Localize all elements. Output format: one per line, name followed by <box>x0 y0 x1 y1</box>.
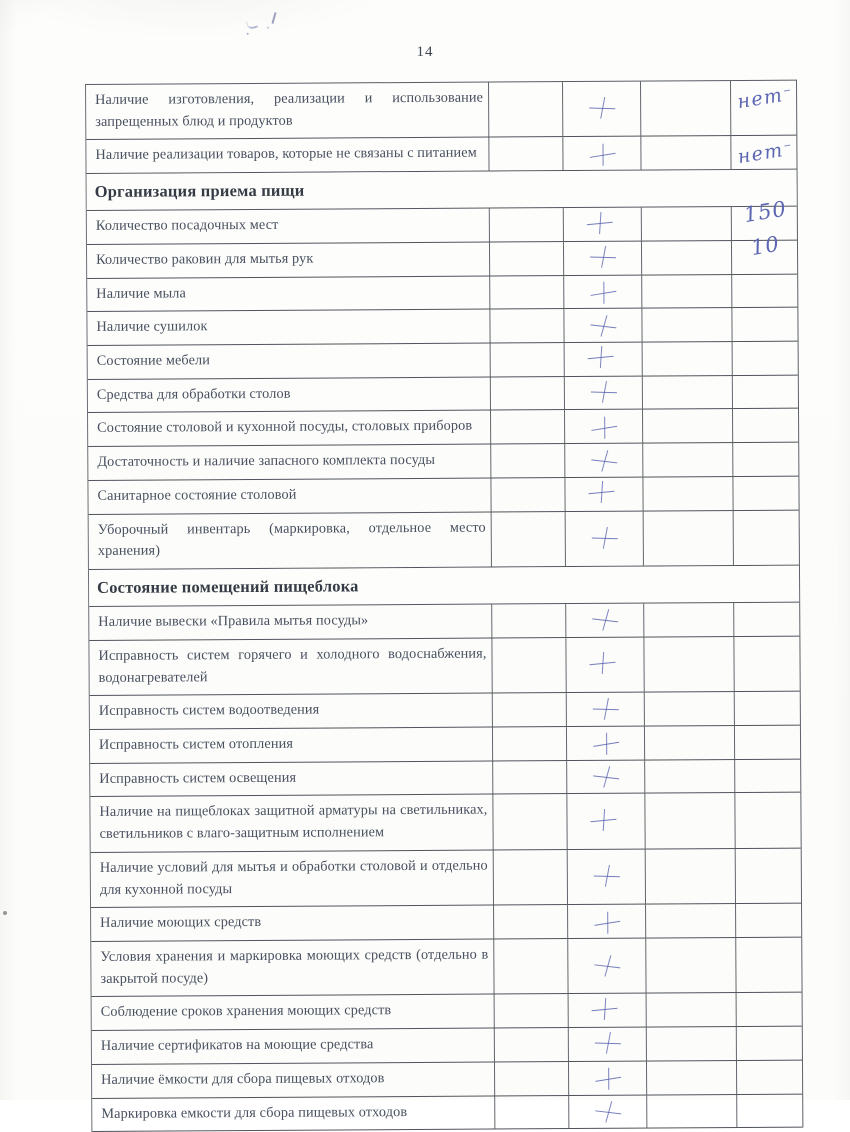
table-row <box>90 726 800 764</box>
handwritten-plus-mark <box>587 313 618 339</box>
table-row <box>87 196 797 245</box>
grade-cell <box>493 850 567 905</box>
grade-cell <box>644 793 734 848</box>
grade-cell <box>567 849 645 904</box>
table-row <box>89 510 799 570</box>
grade-cell <box>565 604 643 637</box>
grade-cell <box>568 1028 646 1061</box>
grade-cell <box>641 207 731 240</box>
handwritten-plus-mark <box>585 211 614 235</box>
grade-cell <box>565 511 643 566</box>
handwritten-plus-mark <box>590 764 621 790</box>
handwritten-plus-mark <box>591 910 622 935</box>
note-cell <box>734 726 802 759</box>
handwritten-plus-mark <box>589 380 618 404</box>
handwritten-plus-mark <box>588 280 619 305</box>
grade-cell <box>490 411 564 444</box>
handwritten-plus-mark <box>588 447 619 473</box>
grade-cell <box>564 410 642 443</box>
criterion-cell <box>88 478 490 513</box>
grade-cell <box>490 377 564 410</box>
criterion-label: Наличие моющих средств <box>100 914 262 932</box>
handwritten-plus-mark <box>587 96 616 120</box>
section-title: Организация приема пищи <box>94 180 305 201</box>
note-cell <box>730 81 798 136</box>
grade-cell <box>642 477 732 510</box>
criterion-label: Наличие мыла <box>96 284 187 302</box>
table-row <box>88 375 798 413</box>
section-header-row <box>87 170 797 211</box>
criterion-cell <box>92 1029 494 1064</box>
grade-cell <box>643 637 733 692</box>
grade-cell <box>566 760 644 793</box>
criterion-cell <box>90 694 492 729</box>
criterion-label: Наличие вывески «Правила мытья посуды» <box>98 612 369 630</box>
criterion-label: Уборочный инвентарь (маркировка, отдельное место хранения) <box>97 519 486 560</box>
grade-cell <box>646 993 736 1026</box>
note-cell <box>733 510 801 565</box>
handwritten-plus-mark <box>587 142 618 167</box>
grade-cell <box>563 309 641 342</box>
criterion-cell <box>90 761 492 796</box>
grade-cell <box>565 637 643 692</box>
criterion-cell <box>88 377 490 412</box>
grade-cell <box>567 939 645 994</box>
table-row <box>87 231 797 279</box>
grade-cell <box>489 242 563 275</box>
criterion-cell <box>91 939 493 996</box>
grade-cell <box>644 760 734 793</box>
grade-cell <box>566 794 644 849</box>
grade-cell <box>642 410 732 443</box>
note-cell <box>735 938 803 993</box>
table-row <box>89 603 799 641</box>
handwritten-plus-mark <box>586 480 615 504</box>
handwritten-plus-mark <box>589 607 620 633</box>
grade-cell <box>492 794 566 849</box>
criterion-label: Достаточность и наличие запасного комплекта посуды <box>97 452 436 471</box>
table-row <box>89 636 799 696</box>
table-row <box>91 904 801 942</box>
grade-cell <box>643 511 733 566</box>
criterion-cell <box>92 1096 494 1131</box>
grade-cell <box>645 938 735 993</box>
handwritten-plus-mark <box>590 526 619 550</box>
grade-cell <box>563 275 641 308</box>
grade-cell <box>488 82 562 137</box>
grade-cell <box>643 603 733 636</box>
table-row <box>92 1060 802 1098</box>
note-cell <box>733 636 801 691</box>
grade-cell <box>642 443 732 476</box>
grade-cell <box>641 275 731 308</box>
table-row <box>88 342 798 380</box>
table-row <box>88 477 798 515</box>
handwritten-note: 10 <box>749 231 782 260</box>
handwritten-plus-mark <box>592 1099 623 1125</box>
grade-cell <box>490 478 564 511</box>
criterion-label: Наличие на пищеблоках защитной арматуры на светильниках, светильников с влаго-защитным исполнением <box>99 801 488 843</box>
table-row <box>87 308 797 346</box>
criterion-label: Состояние мебели <box>96 352 211 369</box>
note-cell <box>734 692 802 725</box>
criterion-label: Количество раковин для мытья рук <box>96 250 314 268</box>
criterion-cell <box>89 512 491 569</box>
criterion-label: Исправность систем водоотведения <box>98 701 320 720</box>
grade-cell <box>645 849 735 904</box>
note-cell <box>732 342 800 375</box>
note-cell <box>731 308 799 341</box>
handwritten-note: нет – <box>735 81 794 113</box>
grade-cell <box>644 726 734 759</box>
criterion-cell <box>88 411 490 446</box>
handwritten-plus-mark <box>591 953 622 979</box>
note-cell <box>735 848 803 903</box>
criterion-label: Количество посадочных мест <box>95 216 279 235</box>
grade-cell <box>642 376 732 409</box>
ink-scribble-mark <box>246 19 258 31</box>
criterion-cell <box>89 605 491 640</box>
note-cell <box>732 443 800 476</box>
grade-cell <box>489 208 563 241</box>
handwritten-plus-mark <box>589 997 618 1021</box>
table-row <box>92 993 802 1031</box>
criterion-cell <box>90 727 492 762</box>
grade-cell <box>494 994 568 1027</box>
handwritten-plus-mark <box>591 697 620 721</box>
table-row <box>91 938 801 998</box>
criterion-label: Санитарное состояние столовой <box>97 486 297 504</box>
criterion-cell <box>92 995 494 1030</box>
inspection-checklist-table <box>85 80 803 1132</box>
table-row <box>86 136 796 174</box>
table-row <box>90 692 800 730</box>
grade-cell <box>564 444 642 477</box>
table-row <box>88 409 798 447</box>
criterion-label: Исправность систем отопления <box>98 735 294 753</box>
criterion-label: Наличие сушилок <box>96 318 208 336</box>
criterion-cell <box>86 138 488 173</box>
criterion-label: Наличие ёмкости для сбора пищевых отходов <box>101 1070 385 1088</box>
criterion-label: Состояние столовой и кухонной посуды, столовых приборов <box>97 418 473 437</box>
criterion-label: Средства для обработки столов <box>96 385 291 403</box>
grade-cell <box>642 342 732 375</box>
note-cell <box>734 759 802 792</box>
grade-cell <box>489 276 563 309</box>
grade-cell <box>646 1027 736 1060</box>
note-cell <box>731 274 799 307</box>
note-cell <box>734 793 802 848</box>
grade-cell <box>492 761 566 794</box>
grade-cell <box>568 994 646 1027</box>
criterion-label: Исправность систем освещения <box>99 769 297 787</box>
note-cell <box>736 993 804 1026</box>
grade-cell <box>566 693 644 726</box>
grade-cell <box>491 604 565 637</box>
handwritten-note: нет – <box>736 137 795 169</box>
criterion-cell <box>87 310 489 345</box>
table-row <box>90 759 800 797</box>
grade-cell <box>488 138 562 171</box>
grade-cell <box>562 137 640 170</box>
note-cell <box>736 1094 804 1127</box>
handwritten-plus-mark <box>587 651 616 675</box>
criterion-cell <box>87 209 489 244</box>
grade-cell <box>492 727 566 760</box>
grade-cell <box>563 208 641 241</box>
table-row <box>90 793 800 853</box>
note-cell <box>732 477 800 510</box>
grade-cell <box>641 308 731 341</box>
criterion-cell <box>89 638 491 695</box>
table-row <box>88 443 798 481</box>
grade-cell <box>493 939 567 994</box>
handwritten-plus-mark <box>585 346 614 370</box>
criterion-cell <box>86 83 488 140</box>
criterion-label: Наличие сертификатов на моющие средства <box>100 1036 374 1055</box>
section-title: Состояние помещений пищеблока <box>97 575 359 597</box>
criterion-cell <box>87 276 489 311</box>
criterion-label: Наличие реализации товаров, которые не связаны с питанием <box>95 145 477 164</box>
grade-cell <box>640 81 730 136</box>
grade-cell <box>645 904 735 937</box>
criterion-label: Исправность систем горячего и холодного водоснабжения, водонагревателей <box>98 645 487 686</box>
handwritten-plus-mark <box>588 245 617 269</box>
criterion-cell <box>92 1062 494 1097</box>
table-row <box>87 274 797 312</box>
criterion-cell <box>88 344 490 379</box>
grade-cell <box>641 241 731 274</box>
page-number: 14 <box>416 44 434 60</box>
ink-scribble-mark <box>271 12 276 24</box>
note-cell <box>732 409 800 442</box>
handwritten-note: 150 <box>742 196 789 228</box>
grade-cell <box>490 444 564 477</box>
grade-cell <box>568 1061 646 1094</box>
note-cell <box>730 136 798 169</box>
grade-cell <box>490 343 564 376</box>
criterion-label: Наличие изготовления, реализации и использование запрещенных блюд и продуктов <box>95 89 484 130</box>
handwritten-plus-mark <box>593 1031 622 1055</box>
criterion-cell <box>91 906 493 941</box>
handwritten-plus-mark <box>590 731 621 756</box>
handwritten-plus-mark <box>588 415 619 440</box>
grade-cell <box>640 136 730 169</box>
grade-cell <box>568 1095 646 1128</box>
criterion-label: Маркировка емкости для сбора пищевых отходов <box>101 1103 408 1122</box>
criterion-cell <box>91 850 493 907</box>
handwritten-plus-mark <box>592 864 621 888</box>
table-row <box>86 81 796 141</box>
criterion-cell <box>88 445 490 480</box>
grade-cell <box>493 905 567 938</box>
section-header-row <box>89 566 799 607</box>
grade-cell <box>491 638 565 693</box>
grade-cell <box>566 727 644 760</box>
handwritten-plus-mark <box>592 1066 623 1091</box>
criterion-cell <box>87 242 489 277</box>
note-cell <box>735 904 803 937</box>
grade-cell <box>644 692 734 725</box>
grade-cell <box>492 693 566 726</box>
note-cell <box>732 375 800 408</box>
grade-cell <box>494 1096 568 1129</box>
scan-speck <box>3 911 7 915</box>
criterion-label: Соблюдение сроков хранения моющих средств <box>100 1002 392 1021</box>
note-cell <box>731 231 799 274</box>
criterion-label: Условия хранения и маркировка моющих средств (отдельно в закрытой посуде) <box>100 946 489 987</box>
grade-cell <box>564 376 642 409</box>
handwritten-plus-mark <box>588 808 617 832</box>
grade-cell <box>564 343 642 376</box>
criterion-label: Наличие условий для мытья и обработки столовой и отдельно для кухонной посуды <box>99 857 488 898</box>
grade-cell <box>563 241 641 274</box>
grade-cell <box>491 512 565 567</box>
note-cell <box>736 1027 804 1060</box>
note-cell <box>736 1060 804 1093</box>
grade-cell <box>562 82 640 137</box>
table-row <box>91 848 801 908</box>
note-cell <box>733 603 801 636</box>
table-row <box>92 1027 802 1065</box>
grade-cell <box>494 1062 568 1095</box>
grade-cell <box>489 309 563 342</box>
grade-cell <box>646 1061 736 1094</box>
criterion-cell <box>90 795 492 852</box>
grade-cell <box>567 905 645 938</box>
grade-cell <box>494 1028 568 1061</box>
grade-cell <box>564 478 642 511</box>
